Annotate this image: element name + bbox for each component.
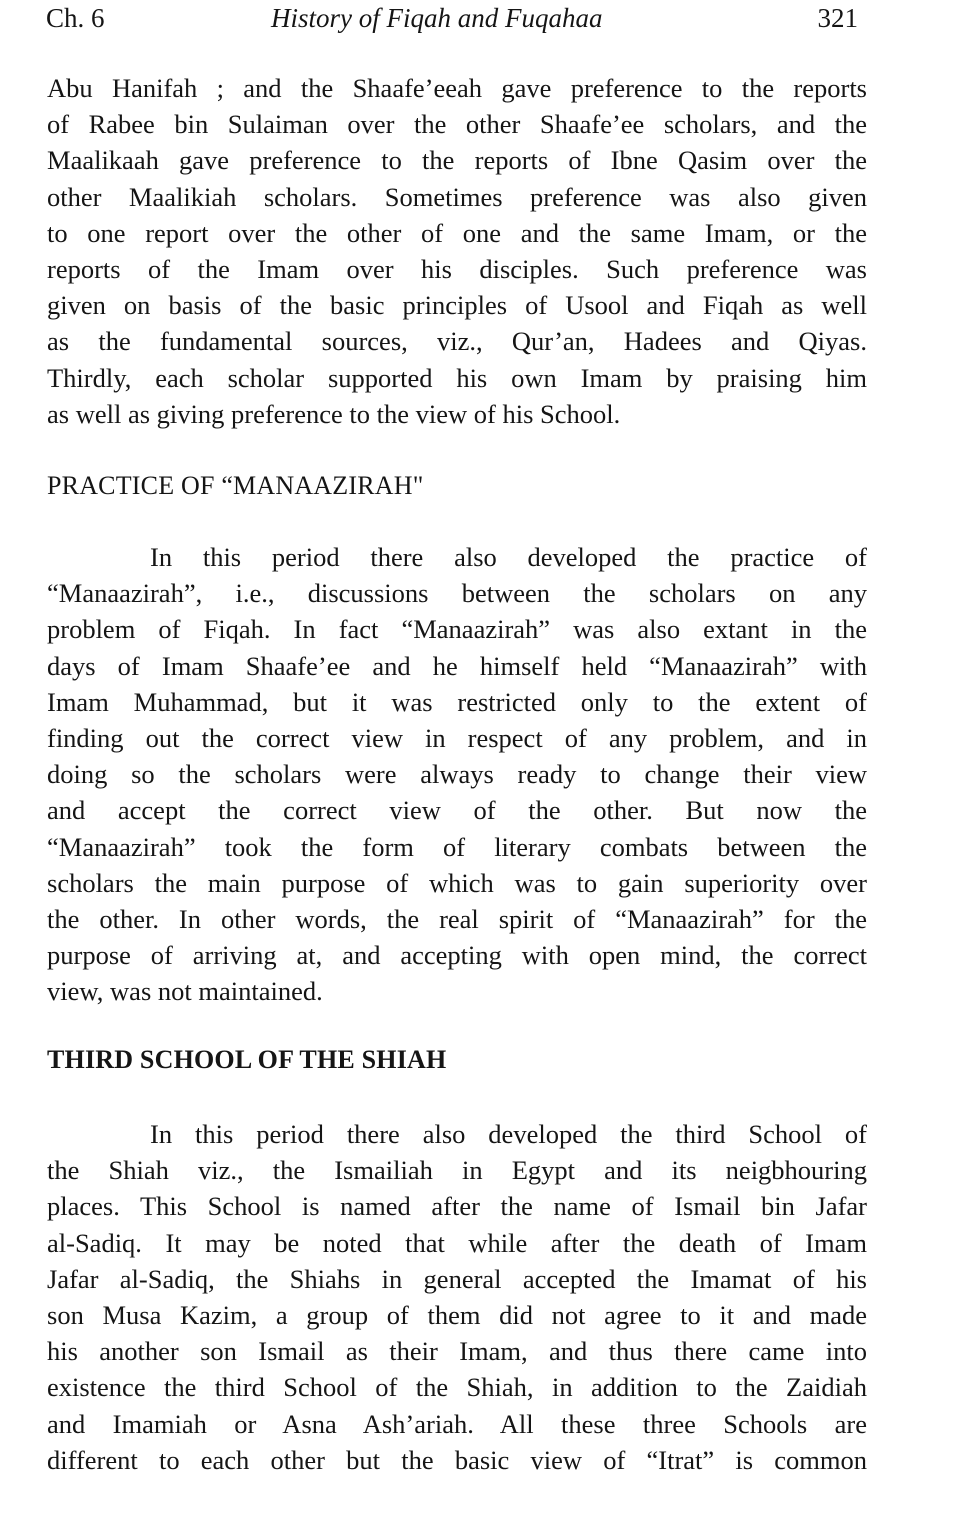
text-line: given on basis of the basic principles of Usool and Fiqah as well: [47, 290, 867, 321]
text-line: scholars the main purpose of which was to gain superiority over: [47, 867, 867, 898]
text-line: and Imamiah or Asna Ash’ariah. All these three Schools are: [47, 1408, 867, 1439]
text-line: to one report over the other of one and the same Imam, or the: [47, 217, 867, 248]
text-line: and accept the correct view of the other. But now the: [47, 795, 867, 826]
text-line: problem of Fiqah. In fact “Manaazirah” was also extant in the: [47, 614, 867, 645]
text-line: Abu Hanifah ; and the Shaafe’eeah gave preference to the reports: [47, 73, 867, 103]
section-heading-manaazirah: PRACTICE OF “MANAAZIRAH": [47, 471, 424, 500]
text-line: doing so the scholars were always ready to change their view: [47, 759, 867, 790]
text-line: In this period there also developed the practice of: [150, 542, 867, 572]
paragraph-manaazirah: [47, 539, 867, 1009]
text-line: days of Imam Shaafe’ee and he himself held “Manaazirah” with: [47, 650, 867, 681]
text-line: as well as giving preference to the view of his School.: [47, 398, 621, 429]
paragraph-third-school: [47, 1116, 867, 1478]
text-line: existence the third School of the Shiah, in addition to the Zaidiah: [47, 1372, 867, 1403]
page-number: 321: [817, 3, 858, 33]
text-line: his another son Ismail as their Imam, and thus there came into: [47, 1336, 867, 1367]
text-line: of Rabee bin Sulaiman over the other Shaafe’ee scholars, and the: [47, 109, 867, 140]
text-line: al-Sadiq. It may be noted that while after the death of Imam: [47, 1227, 867, 1258]
text-line: as the fundamental sources, viz., Qur’an, Hadees and Qiyas.: [47, 326, 867, 357]
chapter-label: Ch. 6: [46, 3, 105, 33]
book-title: History of Fiqah and Fuqahaa: [271, 3, 603, 33]
text-line: Thirdly, each scholar supported his own Imam by praising him: [47, 362, 867, 393]
text-line: In this period there also developed the third School of: [150, 1119, 867, 1149]
text-line: finding out the correct view in respect of any problem, and in: [47, 722, 867, 753]
text-line: different to each other but the basic view of “Itrat” is common: [47, 1444, 867, 1475]
text-line: places. This School is named after the name of Ismail bin Jafar: [47, 1191, 867, 1222]
text-line: Jafar al-Sadiq, the Shiahs in general accepted the Imamat of his: [47, 1263, 867, 1294]
section-heading-third-school: THIRD SCHOOL OF THE SHIAH: [47, 1045, 447, 1074]
text-line: other Maalikiah scholars. Sometimes preference was also given: [47, 181, 867, 212]
text-line: “Manaazirah” took the form of literary combats between the: [47, 831, 867, 862]
text-line: the other. In other words, the real spirit of “Manaazirah” for the: [47, 903, 867, 934]
text-line: purpose of arriving at, and accepting with open mind, the correct: [47, 940, 867, 971]
text-line: Imam Muhammad, but it was restricted only to the extent of: [47, 686, 867, 717]
text-line: reports of the Imam over his disciples. Such preference was: [47, 253, 867, 284]
text-line: Maalikaah gave preference to the reports of Ibne Qasim over the: [47, 145, 867, 176]
text-line: view, was not maintained.: [47, 976, 323, 1007]
paragraph-continuation: [47, 70, 867, 432]
text-line: son Musa Kazim, a group of them did not agree to it and made: [47, 1299, 867, 1330]
running-head: [46, 0, 868, 40]
text-line: “Manaazirah”, i.e., discussions between the scholars on any: [47, 578, 867, 609]
text-line: the Shiah viz., the Ismailiah in Egypt and its neigbhouring: [47, 1155, 867, 1186]
